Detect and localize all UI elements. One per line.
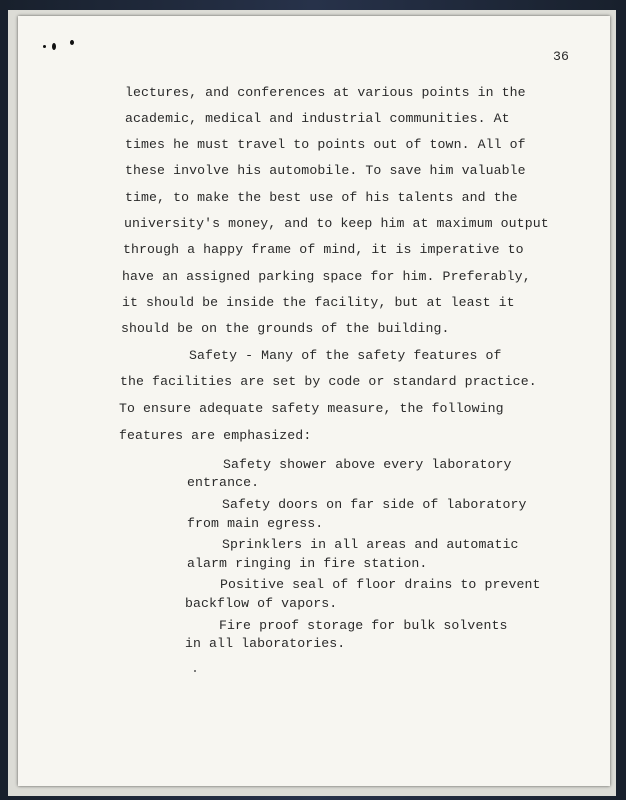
feature-item-cont: alarm ringing in fire station. (187, 556, 428, 571)
paragraph-line: the facilities are set by code or standard practice. (120, 374, 537, 389)
paragraph-line: these involve his automobile. To save him valuable (125, 163, 526, 178)
feature-item-cont: in all laboratories. (185, 636, 346, 651)
ink-mark-4 (194, 670, 196, 672)
document-page (18, 16, 610, 786)
feature-item: Sprinklers in all areas and automatic (222, 537, 519, 552)
safety-heading-line: Safety - Many of the safety features of (189, 348, 502, 363)
ink-mark-1 (43, 45, 46, 48)
feature-item-cont: entrance. (187, 475, 260, 490)
ink-mark-3 (70, 40, 74, 45)
paragraph-line: times he must travel to points out of town. All of (125, 137, 526, 152)
paragraph-line: academic, medical and industrial communities. At (125, 111, 510, 126)
feature-item: Safety shower above every laboratory (223, 457, 512, 472)
paragraph-line: through a happy frame of mind, it is imperative to (123, 242, 524, 257)
paragraph-line: should be on the grounds of the building. (121, 321, 450, 336)
feature-item: Positive seal of floor drains to prevent (220, 577, 541, 592)
ink-mark-2 (52, 43, 56, 50)
paragraph-line: have an assigned parking space for him. Preferably, (122, 269, 531, 284)
paragraph-line: lectures, and conferences at various points in the (125, 85, 526, 100)
paragraph-line: features are emphasized: (119, 428, 312, 443)
feature-item: Fire proof storage for bulk solvents (219, 618, 508, 633)
feature-item: Safety doors on far side of laboratory (222, 497, 527, 512)
page-number: 36 (553, 49, 570, 64)
paragraph-line: university's money, and to keep him at maximum output (124, 216, 549, 231)
paragraph-line: To ensure adequate safety measure, the following (119, 401, 504, 416)
paragraph-line: it should be inside the facility, but at least it (122, 295, 515, 310)
feature-item-cont: backflow of vapors. (185, 596, 338, 611)
paragraph-line: time, to make the best use of his talents and the (125, 190, 518, 205)
feature-item-cont: from main egress. (187, 516, 324, 531)
